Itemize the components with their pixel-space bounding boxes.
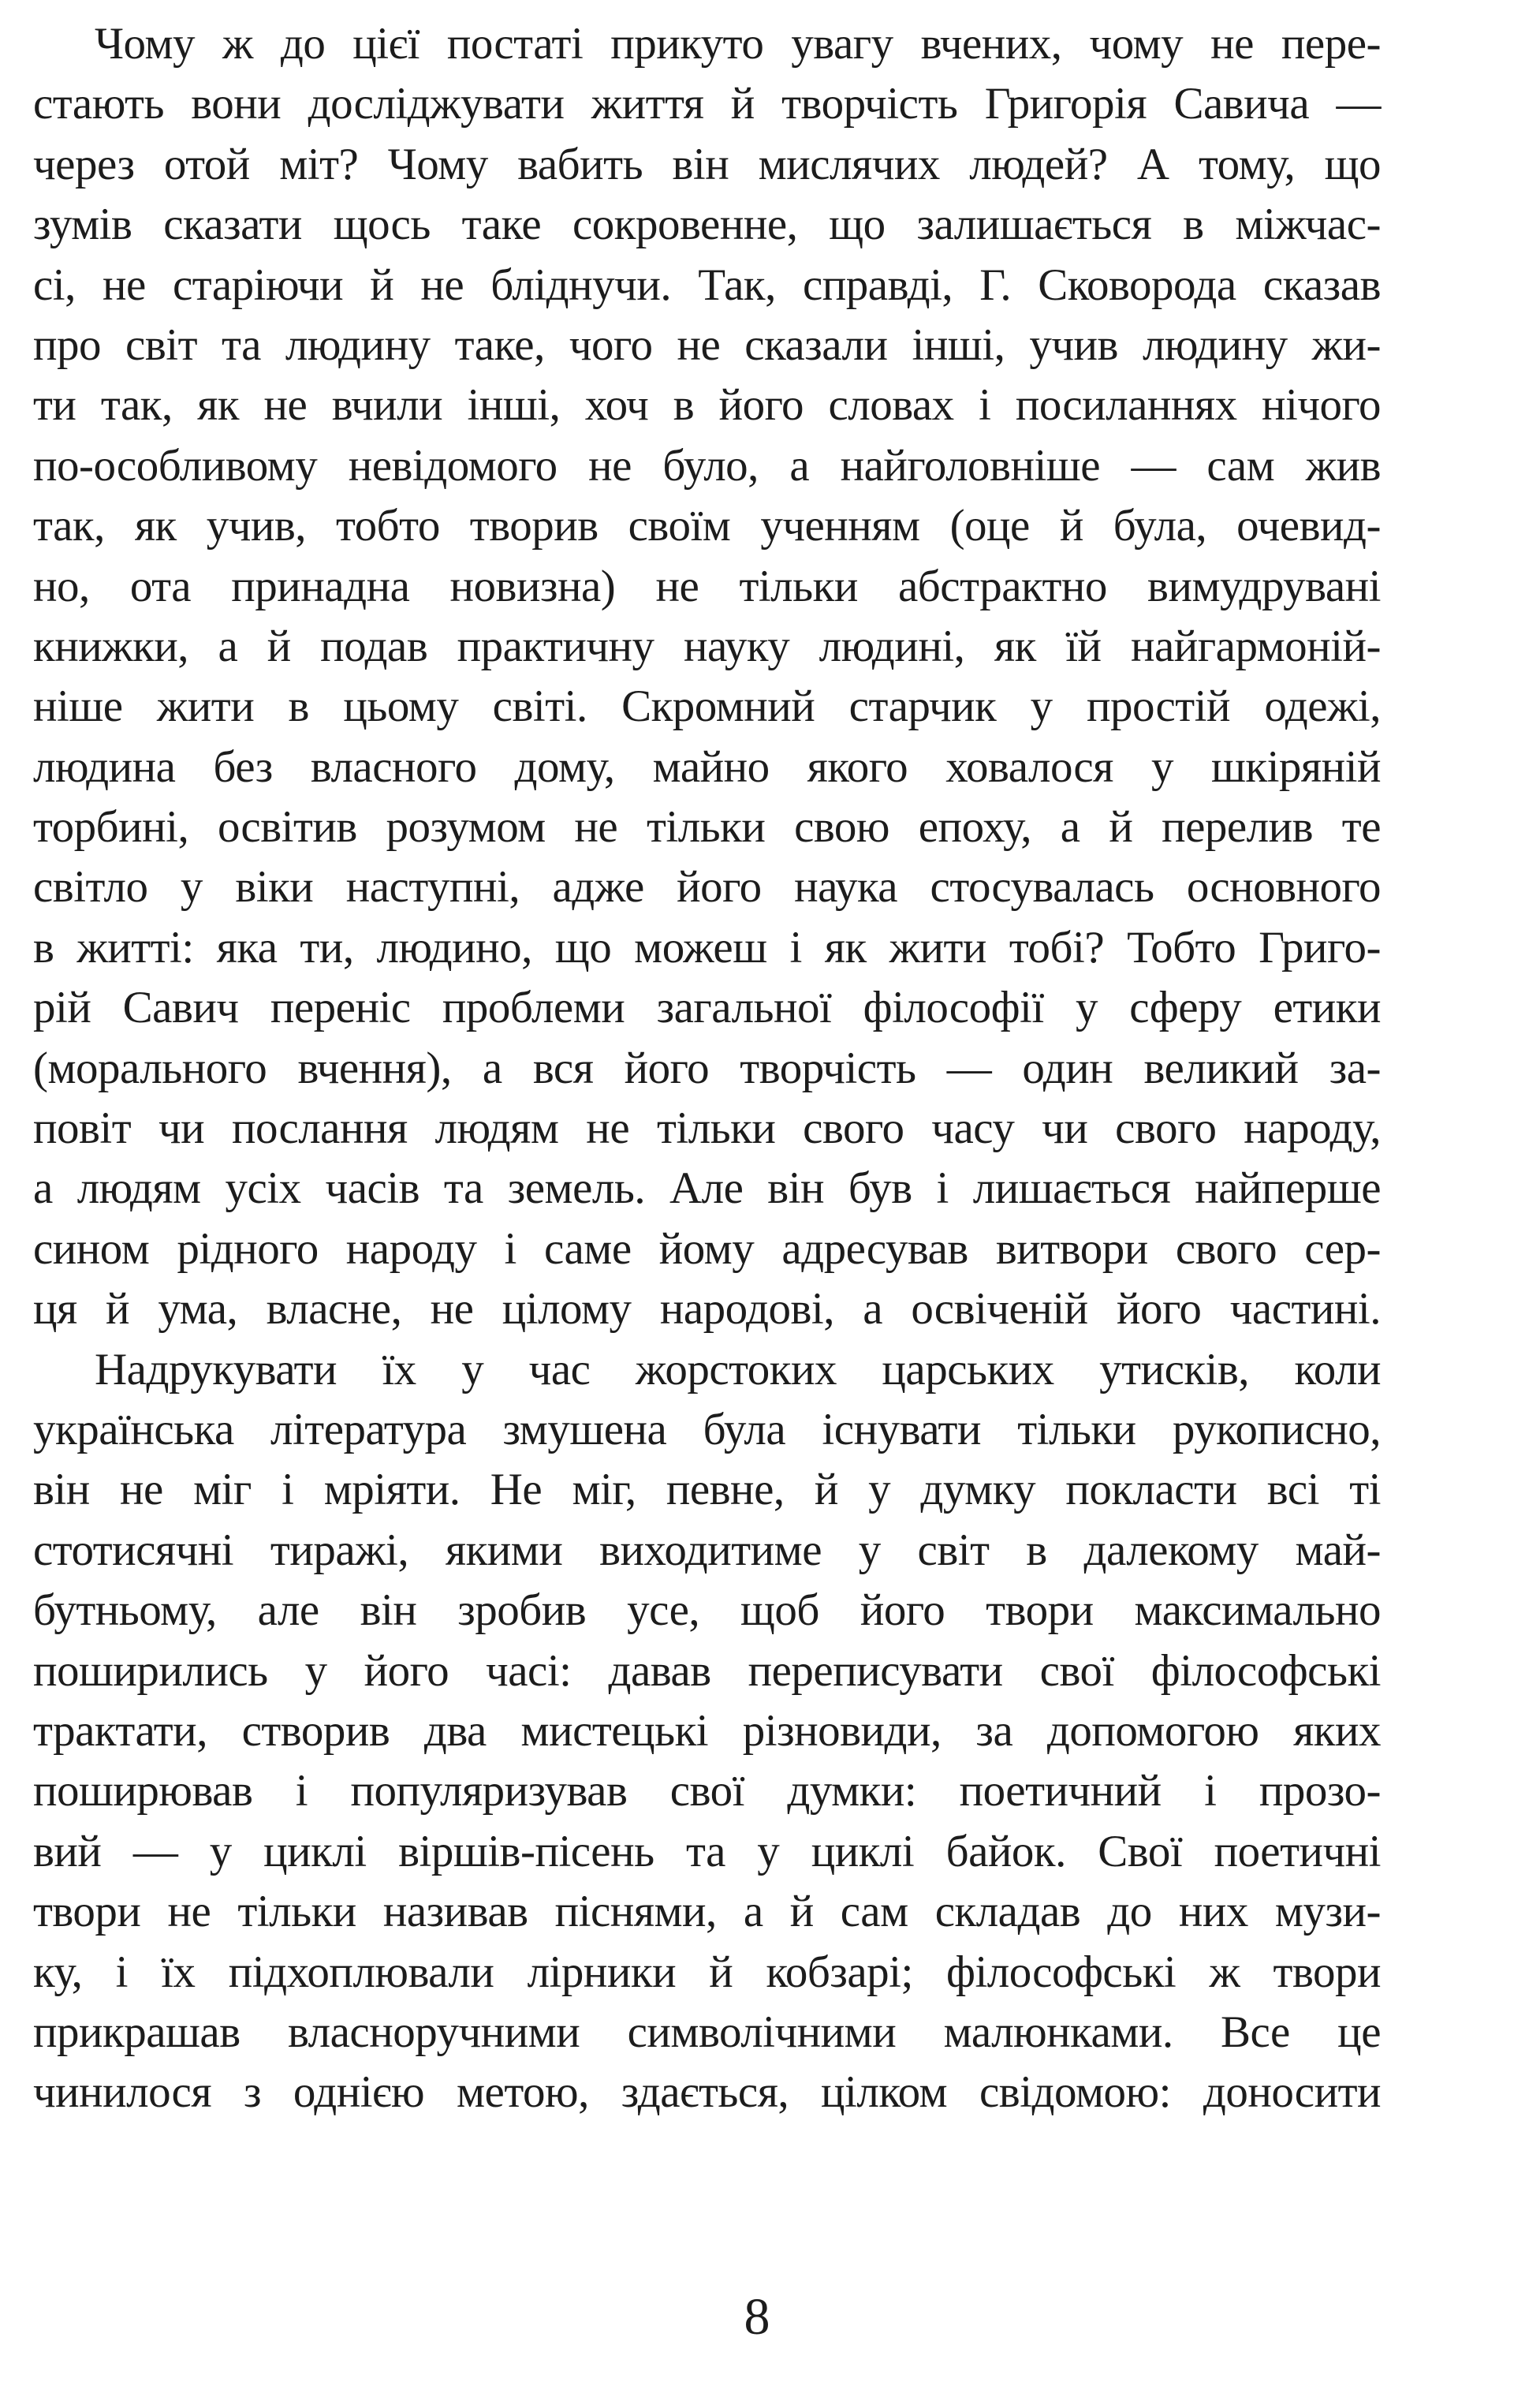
text-line: бутньому, але він зробив усе, щоб його твори максимально: [33, 1585, 1381, 1636]
text-line: ти так, як не вчили інші, хоч в його словах і посиланнях нічого: [33, 380, 1381, 431]
text-line: рій Савич переніс проблеми загальної філософії у сферу етики: [33, 983, 1381, 1033]
text-line: Чому ж до цієї постаті прикуто увагу вчених, чому не пере-: [95, 19, 1381, 69]
text-line: книжки, а й подав практичну науку людині, як їй найгармоній-: [33, 621, 1381, 671]
text-line: поширював і популяризував свої думки: поетичний і прозо-: [33, 1766, 1381, 1816]
text-line: українська література змушена була існувати тільки рукописно,: [33, 1404, 1381, 1454]
text-line: зумів сказати щось таке сокровенне, що залишається в міжчас-: [33, 200, 1381, 250]
page-body-text: [33, 14, 1381, 2123]
text-line: а людям усіх часів та земель. Але він був і лишається найперше: [33, 1163, 1381, 1214]
text-line: в житті: яка ти, людино, що можеш і як жити тобі? Тобто Григо-: [33, 922, 1381, 973]
text-line: вий — у циклі віршів-пісень та у циклі байок. Свої поетичні: [33, 1826, 1381, 1876]
text-line: но, ота принадна новизна) не тільки абстрактно вимудрувані: [33, 561, 1381, 611]
text-line: трактати, створив два мистецькі різновиди, за допомогою яких: [33, 1705, 1381, 1756]
text-line: ця й ума, власне, не цілому народові, а освіченій його частині.: [33, 1284, 1381, 1335]
text-line: (морального вчення), а вся його творчість — один великий за-: [33, 1043, 1381, 1093]
text-line: людина без власного дому, майно якого ховалося у шкіряній: [33, 741, 1381, 792]
text-line: про світ та людину таке, чого не сказали інші, учив людину жи-: [33, 319, 1381, 370]
text-line: світло у віки наступні, адже його наука стосувалась основного: [33, 862, 1381, 913]
text-line: по-особливому невідомого не було, а найголовніше — сам жив: [33, 440, 1381, 491]
text-line: сі, не старіючи й не бліднучи. Так, справді, Г. Сковорода сказав: [33, 259, 1381, 310]
text-line: стотисячні тиражі, якими виходитиме у світ в далекому май-: [33, 1525, 1381, 1575]
text-line: стають вони досліджувати життя й творчість Григорія Савича —: [33, 79, 1381, 129]
text-line: так, як учив, тобто творив своїм ученням (оце й була, очевид-: [33, 501, 1381, 551]
text-line: чинилося з однією метою, здається, цілком свідомою: доносити: [33, 2067, 1381, 2118]
text-line: поширились у його часі: давав переписувати свої філософські: [33, 1645, 1381, 1696]
text-line: ніше жити в цьому світі. Скромний старчик у простій одежі,: [33, 681, 1381, 732]
text-line: сином рідного народу і саме йому адресував витвори свого сер-: [33, 1223, 1381, 1274]
text-line: Надрукувати їх у час жорстоких царських утисків, коли: [95, 1344, 1381, 1394]
text-line: торбині, освітив розумом не тільки свою епоху, а й перелив те: [33, 802, 1381, 853]
text-line: твори не тільки називав піснями, а й сам складав до них музи-: [33, 1887, 1381, 1937]
text-line: прикрашав власноручними символічними малюнками. Все це: [33, 2007, 1381, 2057]
text-line: ку, і їх підхоплювали лірники й кобзарі; філософські ж твори: [33, 1947, 1381, 1997]
text-line: повіт чи послання людям не тільки свого часу чи свого народу,: [33, 1103, 1381, 1154]
text-line: через отой міт? Чому вабить він мислячих людей? А тому, що: [33, 139, 1381, 189]
text-line: він не міг і мріяти. Не міг, певне, й у думку покласти всі ті: [33, 1465, 1381, 1515]
paragraph: [33, 1340, 1381, 2123]
page-number: 8: [744, 2288, 770, 2346]
paragraph: [33, 14, 1381, 1340]
